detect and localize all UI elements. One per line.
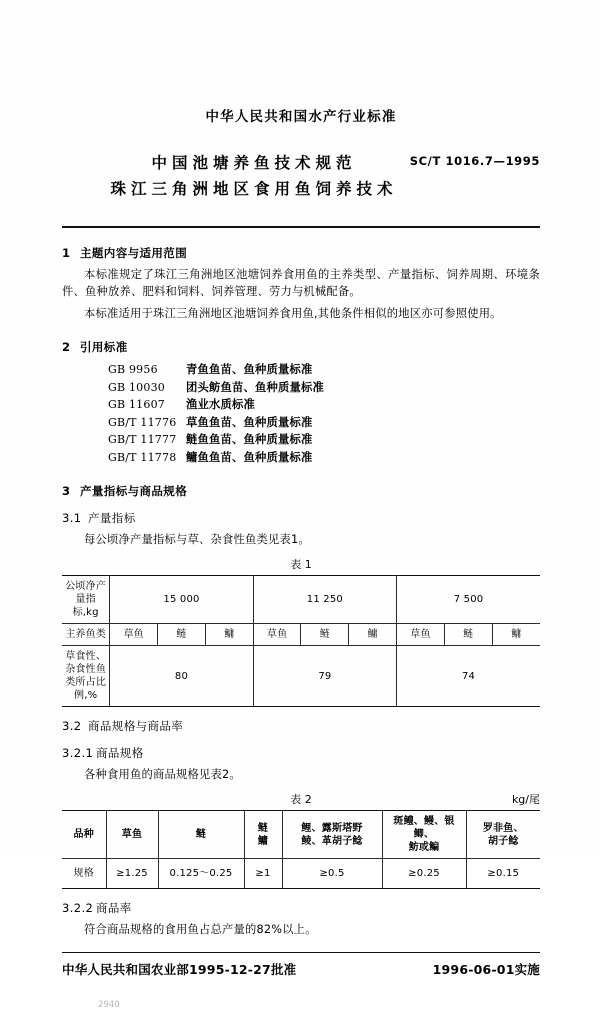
table-cell: 草鱼 <box>106 811 158 859</box>
section-3-title: 产量指标与商品规格 <box>80 484 188 498</box>
table-2-unit: kg/尾 <box>511 793 540 806</box>
section-3-2-1-number: 3.2.1 <box>62 746 94 760</box>
table-cell: 0.125～0.25 <box>158 859 244 889</box>
table-2-caption: 表 2 <box>290 793 312 806</box>
table-cell <box>244 811 282 859</box>
table-cell-line: 胡子鲶 <box>487 835 519 847</box>
reference-name: 鲢鱼鱼苗、鱼种质量标准 <box>186 433 313 446</box>
table-row <box>62 646 540 707</box>
table-cell: 草鱼 <box>110 624 158 646</box>
table-1-ratio-2: 79 <box>253 646 396 707</box>
table-1 <box>62 575 540 707</box>
table-1-row-label-yield: 公顷净产量指标,kg <box>62 576 110 624</box>
list-item <box>62 396 540 414</box>
reference-name: 团头鲂鱼苗、鱼种质量标准 <box>186 380 324 394</box>
section-3-2-number: 3.2 <box>62 719 82 733</box>
table-cell-line: 斑鳢、鳗、银鲫、 <box>393 816 455 840</box>
table-cell: 鳙 <box>492 624 540 646</box>
section-3-2-title: 商品规格与商品率 <box>88 719 184 733</box>
section-3-number: 3 <box>62 484 71 498</box>
title-line-2: 珠江三角洲地区食用鱼饲养技术 <box>110 180 398 198</box>
table-1-ratio-3: 74 <box>397 646 540 707</box>
footer-divider <box>62 952 540 953</box>
section-2-number: 2 <box>62 340 71 354</box>
section-3-heading <box>62 483 540 499</box>
reference-code: GB 11607 <box>108 398 165 411</box>
table-cell <box>466 811 540 859</box>
reference-name: 鳙鱼鱼苗、鱼种质量标准 <box>186 450 313 464</box>
reference-name: 青鱼鱼苗、鱼种质量标准 <box>186 363 313 376</box>
table-row <box>62 624 540 646</box>
section-1-title: 主题内容与适用范围 <box>80 246 188 260</box>
table-1-yield-2: 11 250 <box>253 576 396 624</box>
table-cell: ≥0.25 <box>382 859 466 889</box>
section-3-1-heading <box>62 510 540 526</box>
table-cell: 鲢 <box>301 624 349 646</box>
table-row <box>62 576 540 624</box>
list-item <box>62 414 540 432</box>
page-title <box>74 150 434 202</box>
table-1-yield-1: 15 000 <box>110 576 253 624</box>
section-2-heading <box>62 339 540 355</box>
table-cell-line: 鲢 <box>257 822 269 834</box>
table-2-header-label: 品种 <box>62 811 106 859</box>
reference-name: 渔业水质标准 <box>186 398 255 411</box>
table-cell: ≥1.25 <box>106 859 158 889</box>
title-row <box>62 150 540 202</box>
section-3-2-1-title: 商品规格 <box>96 746 144 760</box>
section-3-2-heading <box>62 718 540 734</box>
table-cell: 鲢 <box>444 624 492 646</box>
section-1-paragraph-2: 本标准适用于珠江三角洲地区池塘饲养食用鱼,其他条件相似的地区亦可参照使用。 <box>84 307 502 320</box>
table-cell-line: 鲤、露斯塔野 <box>301 822 363 834</box>
list-item <box>62 379 540 397</box>
table-cell: ≥0.5 <box>282 859 382 889</box>
section-3-1-title: 产量指标 <box>88 511 136 525</box>
reference-code: GB/T 11777 <box>108 433 177 446</box>
section-3-2-2-number: 3.2.2 <box>62 901 94 915</box>
section-3-2-2-heading <box>62 900 540 916</box>
table-1-ratio-1: 80 <box>110 646 253 707</box>
section-3-2-1-heading <box>62 745 540 761</box>
section-3-2-2-paragraph: 符合商品规格的食用鱼占总产量的82%以上。 <box>84 923 317 936</box>
table-1-yield-3: 7 500 <box>397 576 540 624</box>
table-cell <box>382 811 466 859</box>
section-1-heading <box>62 245 540 261</box>
footer-effective-date: 1996-06-01实施 <box>432 962 540 977</box>
table-cell-line: 鲮、革胡子鲶 <box>301 835 363 847</box>
table-cell: 草鱼 <box>253 624 301 646</box>
table-2 <box>62 810 540 889</box>
table-2-value-label: 规格 <box>62 859 106 889</box>
table-cell: 鲢 <box>158 811 244 859</box>
table-cell: ≥1 <box>244 859 282 889</box>
section-3-1-paragraph: 每公顷净产量指标与草、杂食性鱼类见表1。 <box>84 533 310 546</box>
table-1-caption: 表 1 <box>290 558 312 571</box>
reference-code: GB/T 11776 <box>108 415 177 429</box>
list-item <box>62 449 540 467</box>
table-cell-line: 鲂或鳊 <box>408 842 440 853</box>
table-1-row-label-ratio: 草食性、杂食性鱼类所占比例,% <box>62 646 110 707</box>
table-cell: 草鱼 <box>397 624 445 646</box>
section-1-number: 1 <box>62 246 71 260</box>
footer-approval: 中华人民共和国农业部1995-12-27批准 <box>62 962 297 977</box>
table-row <box>62 859 540 889</box>
reference-code: GB/T 11778 <box>108 450 177 464</box>
table-cell-line: 罗非鱼、 <box>482 822 524 834</box>
section-3-2-1-paragraph: 各种食用鱼的商品规格见表2。 <box>84 768 241 781</box>
section-3-2-2-title: 商品率 <box>96 901 132 915</box>
table-2-caption-row <box>62 791 540 807</box>
referenced-standards-list <box>62 361 540 466</box>
reference-code: GB 10030 <box>108 380 165 394</box>
page-number: 2940 <box>98 1000 120 1010</box>
table-cell: ≥0.15 <box>466 859 540 889</box>
reference-name: 草鱼鱼苗、鱼种质量标准 <box>186 415 313 429</box>
reference-code: GB 9956 <box>108 363 158 376</box>
table-1-row-label-species: 主养鱼类 <box>62 624 110 646</box>
table-cell: 鳙 <box>349 624 397 646</box>
title-divider <box>62 226 540 228</box>
table-cell: 鲢 <box>158 624 206 646</box>
list-item <box>62 361 540 379</box>
standard-number: SC/T 1016.7—1995 <box>409 154 540 168</box>
section-2-title: 引用标准 <box>80 340 128 354</box>
standard-authority-line: 中华人民共和国水产行业标准 <box>205 109 397 125</box>
table-cell: 鳙 <box>205 624 253 646</box>
list-item <box>62 431 540 449</box>
section-3-1-number: 3.1 <box>62 511 82 525</box>
table-cell <box>282 811 382 859</box>
footer <box>62 960 540 978</box>
section-1-paragraph-1: 本标准规定了珠江三角洲地区池塘饲养食用鱼的主养类型、产量指标、饲养周期、环境条件、鱼种放养、肥料和饲料、饲养管理、劳力与机械配备。 <box>62 268 540 298</box>
table-row <box>62 811 540 859</box>
table-cell-line: 鳙 <box>257 835 269 847</box>
page-content <box>62 0 540 1010</box>
title-line-1: 中国池塘养鱼技术规范 <box>151 154 357 172</box>
